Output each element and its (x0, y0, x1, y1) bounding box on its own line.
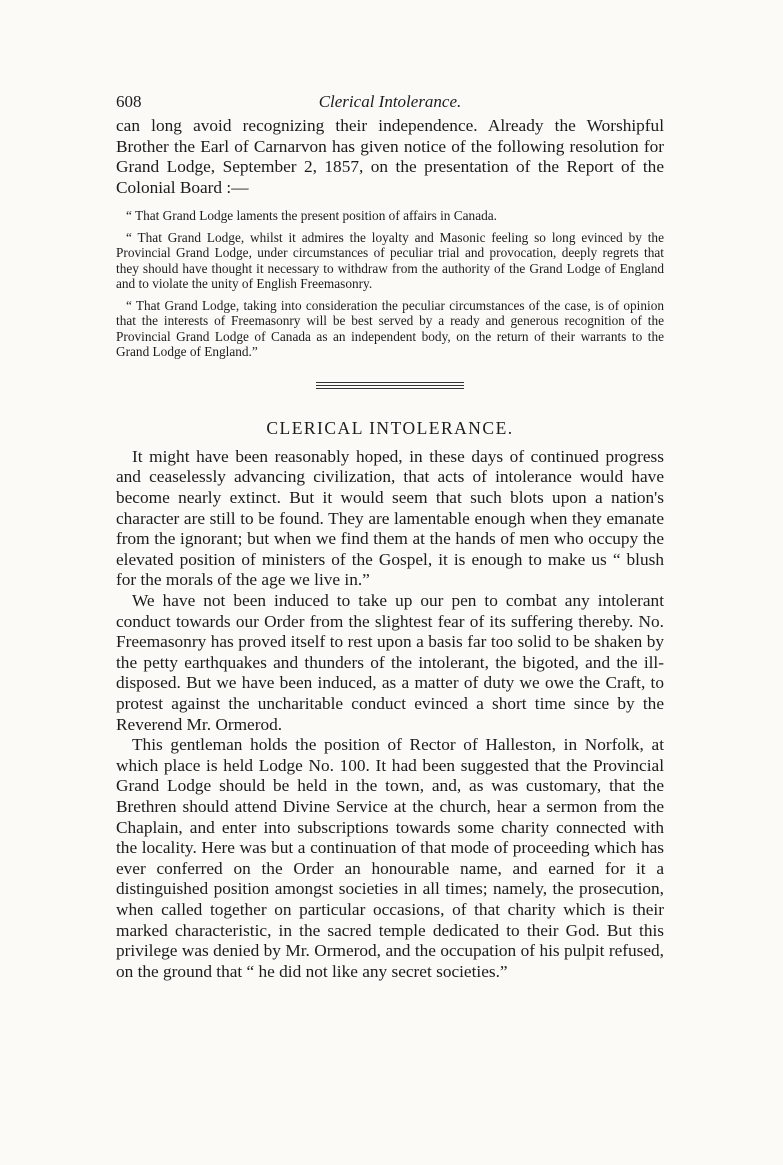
page (116, 92, 664, 982)
continuation-paragraph: can long avoid recognizing their independence. Already the Worshipful Brother the Earl of Carnarvon has given notice of the following resolution for Grand Lodge, September 2, 1857, on the presentation of the Report of the Colonial Board :— (116, 116, 664, 197)
article-paragraph: This gentleman holds the position of Rector of Halleston, in Norfolk, at which place is held Lodge No. 100. It had been suggested that the Provincial Grand Lodge should be held in the town, and, as was customary, that the Brethren should attend Divine Service at the church, hear a sermon from the Chaplain, and enter into subscriptions towards some charity connected with the locality. Here was but a continuation of that mode of proceeding which has ever conferred on the Order an honourable name, and earned for it a distinguished position amongst societies in all times; namely, the prosecution, when called together on particular occasions, of that charity which is their marked characteristic, in the sacred temple dedicated to their God. But this privilege was denied by Mr. Ormerod, and the occupation of his pulpit refused, on the ground that “ he did not like any secret societies.” (116, 735, 664, 981)
article-paragraph: It might have been reasonably hoped, in these days of continued progress and ceaselessly advancing civilization, that acts of intolerance would have become nearly extinct. But it would seem that such blots upon a nation's character are still to be found. They are lamentable enough when they emanate from the ignorant; but when we find them at the hands of men who occupy the elevated position of ministers of the Gospel, it is enough to make us “ blush for the morals of the age we live in.” (116, 446, 664, 590)
resolution-quote: “ That Grand Lodge laments the present position of affairs in Canada. (126, 208, 497, 224)
running-title: Clerical Intolerance. (318, 92, 462, 111)
section-divider (116, 366, 664, 408)
page-number: 608 (116, 92, 142, 111)
running-head (116, 92, 664, 116)
resolution-quote: “ That Grand Lodge, whilst it admires the loyalty and Masonic feeling so long evinced by the Provincial Grand Lodge, under circumstances of peculiar trial and provocation, deeply regrets that they should have thought it necessary to withdraw from the authority of the Grand Lodge of England and to violate the unity of English Freemasonry. (116, 229, 664, 292)
double-rule (316, 382, 464, 389)
article-paragraph: We have not been induced to take up our pen to combat any intolerant conduct towards our Order from the slightest fear of its suffering thereby. No. Freemasonry has proved itself to rest upon a basis far too solid to be shaken by the petty earthquakes and thunders of the intolerant, the bigoted, and the ill-disposed. But we have been induced, as a matter of duty we owe the Craft, to protest against the uncharitable conduct evinced a short time since by the Reverend Mr. Ormerod. (116, 591, 664, 734)
resolution-quote: “ That Grand Lodge, taking into consideration the peculiar circumstances of the case, is of opinion that the interests of Freemasonry will be best served by a ready and generous recognition of the Provincial Grand Lodge of Canada as an independent body, on the return of their warrants to the Grand Lodge of England.” (116, 297, 664, 360)
article-heading: CLERICAL INTOLERANCE. (266, 417, 514, 438)
resolution-quotes (116, 208, 664, 360)
